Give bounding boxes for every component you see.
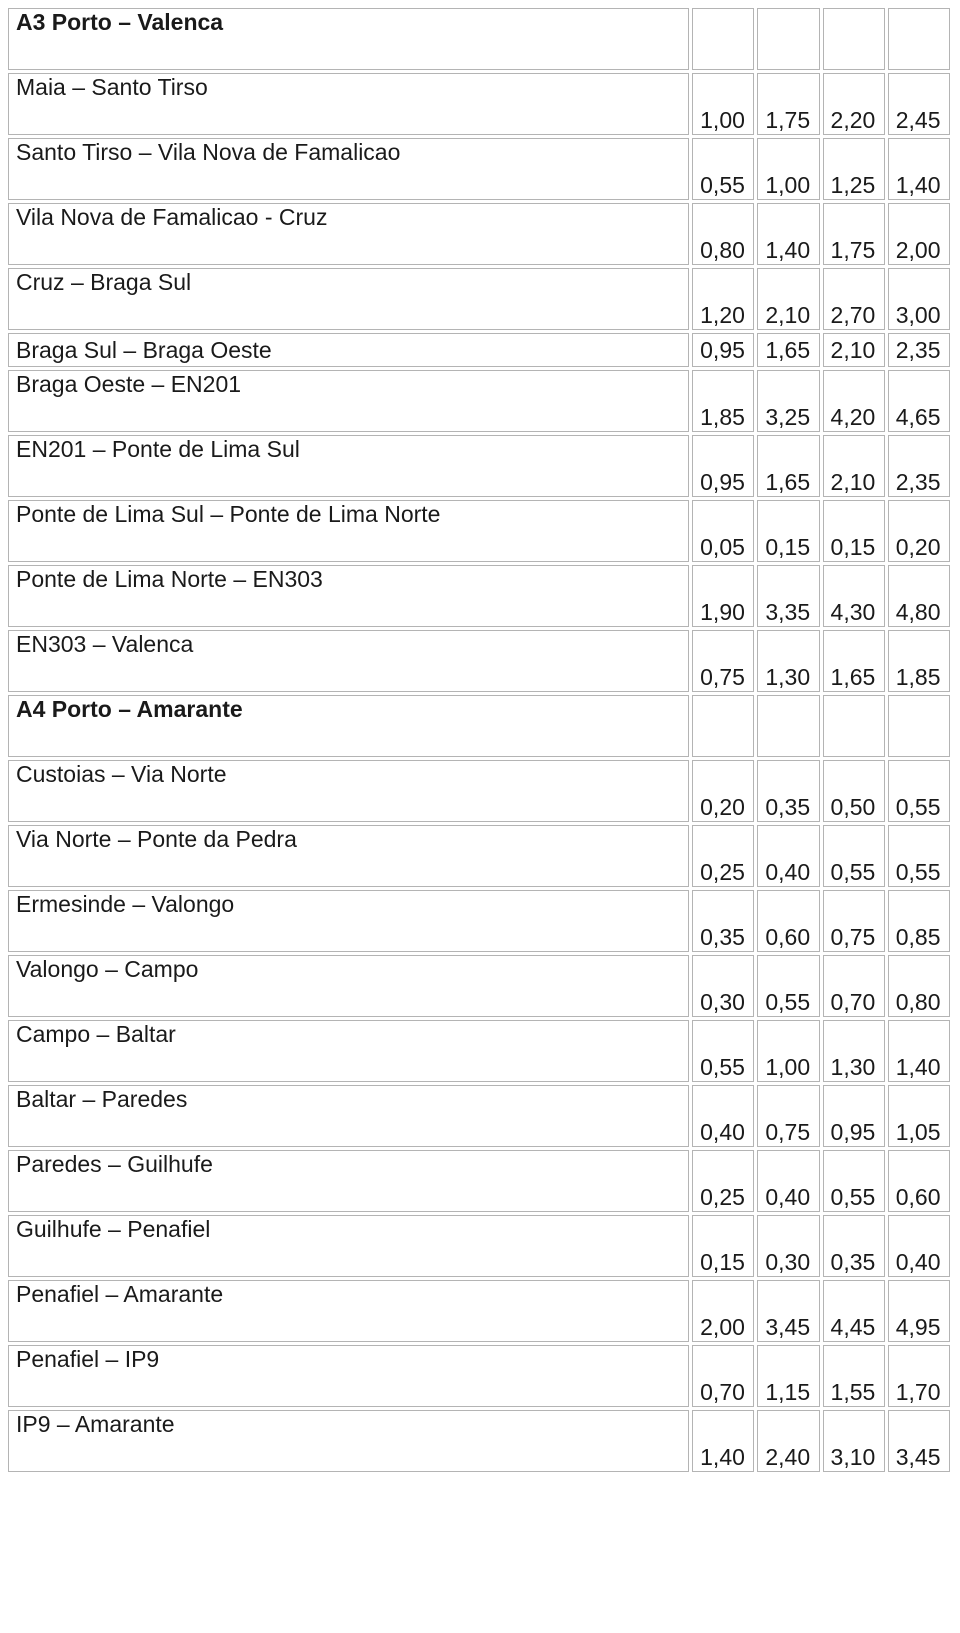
toll-value: 0,60 xyxy=(888,1150,950,1212)
toll-value: 0,15 xyxy=(823,500,885,562)
empty-cell xyxy=(823,8,885,70)
toll-value: 0,35 xyxy=(823,1215,885,1277)
toll-value: 0,15 xyxy=(692,1215,754,1277)
toll-value: 0,40 xyxy=(757,1150,819,1212)
empty-cell xyxy=(823,695,885,757)
toll-value: 0,35 xyxy=(692,890,754,952)
toll-value: 4,30 xyxy=(823,565,885,627)
toll-value: 0,75 xyxy=(692,630,754,692)
toll-value: 0,55 xyxy=(888,760,950,822)
table-row xyxy=(8,760,950,822)
toll-value: 1,40 xyxy=(757,203,819,265)
table-row xyxy=(8,500,950,562)
toll-value: 1,00 xyxy=(692,73,754,135)
toll-value: 0,60 xyxy=(757,890,819,952)
empty-cell xyxy=(757,695,819,757)
section-title: A4 Porto – Amarante xyxy=(8,695,689,757)
toll-value: 1,30 xyxy=(823,1020,885,1082)
segment-name: Braga Sul – Braga Oeste xyxy=(8,333,689,367)
toll-value: 0,95 xyxy=(692,333,754,367)
toll-value: 3,10 xyxy=(823,1410,885,1472)
toll-value: 2,40 xyxy=(757,1410,819,1472)
segment-name: Ponte de Lima Sul – Ponte de Lima Norte xyxy=(8,500,689,562)
table-row xyxy=(8,955,950,1017)
segment-name: Paredes – Guilhufe xyxy=(8,1150,689,1212)
table-row xyxy=(8,1150,950,1212)
section-header-row xyxy=(8,8,950,70)
toll-value: 4,20 xyxy=(823,370,885,432)
toll-value: 2,20 xyxy=(823,73,885,135)
empty-cell xyxy=(692,8,754,70)
segment-name: Valongo – Campo xyxy=(8,955,689,1017)
toll-value: 1,55 xyxy=(823,1345,885,1407)
segment-name: Baltar – Paredes xyxy=(8,1085,689,1147)
toll-value: 0,55 xyxy=(692,138,754,200)
empty-cell xyxy=(888,695,950,757)
toll-value: 0,70 xyxy=(823,955,885,1017)
toll-value: 1,05 xyxy=(888,1085,950,1147)
toll-value: 1,00 xyxy=(757,138,819,200)
toll-value: 0,55 xyxy=(888,825,950,887)
toll-value: 0,80 xyxy=(692,203,754,265)
empty-cell xyxy=(692,695,754,757)
toll-value: 2,70 xyxy=(823,268,885,330)
table-row xyxy=(8,630,950,692)
table-row xyxy=(8,1410,950,1472)
toll-value: 0,50 xyxy=(823,760,885,822)
segment-name: Vila Nova de Famalicao - Cruz xyxy=(8,203,689,265)
table-row xyxy=(8,1345,950,1407)
toll-value: 2,45 xyxy=(888,73,950,135)
toll-value: 1,65 xyxy=(757,435,819,497)
segment-name: Custoias – Via Norte xyxy=(8,760,689,822)
toll-value: 2,00 xyxy=(692,1280,754,1342)
toll-value: 3,35 xyxy=(757,565,819,627)
table-row xyxy=(8,73,950,135)
segment-name: Cruz – Braga Sul xyxy=(8,268,689,330)
toll-value: 1,30 xyxy=(757,630,819,692)
toll-value: 1,00 xyxy=(757,1020,819,1082)
toll-value: 0,15 xyxy=(757,500,819,562)
empty-cell xyxy=(888,8,950,70)
table-row xyxy=(8,138,950,200)
toll-value: 0,55 xyxy=(823,1150,885,1212)
toll-value: 1,20 xyxy=(692,268,754,330)
toll-value: 0,55 xyxy=(823,825,885,887)
toll-value: 1,40 xyxy=(888,138,950,200)
table-row xyxy=(8,203,950,265)
toll-value: 1,70 xyxy=(888,1345,950,1407)
toll-value: 0,30 xyxy=(757,1215,819,1277)
toll-value: 4,45 xyxy=(823,1280,885,1342)
segment-name: Santo Tirso – Vila Nova de Famalicao xyxy=(8,138,689,200)
segment-name: EN201 – Ponte de Lima Sul xyxy=(8,435,689,497)
toll-value: 0,40 xyxy=(692,1085,754,1147)
toll-value: 0,30 xyxy=(692,955,754,1017)
toll-value: 2,35 xyxy=(888,333,950,367)
toll-value: 2,10 xyxy=(823,333,885,367)
toll-value: 0,35 xyxy=(757,760,819,822)
segment-name: Campo – Baltar xyxy=(8,1020,689,1082)
toll-value: 3,00 xyxy=(888,268,950,330)
toll-value: 0,40 xyxy=(888,1215,950,1277)
table-row xyxy=(8,1020,950,1082)
table-row xyxy=(8,565,950,627)
toll-value: 0,75 xyxy=(823,890,885,952)
empty-cell xyxy=(757,8,819,70)
toll-value: 4,80 xyxy=(888,565,950,627)
toll-value: 1,65 xyxy=(757,333,819,367)
toll-table xyxy=(5,5,953,1475)
toll-value: 1,90 xyxy=(692,565,754,627)
segment-name: Guilhufe – Penafiel xyxy=(8,1215,689,1277)
table-row xyxy=(8,890,950,952)
toll-value: 0,20 xyxy=(692,760,754,822)
table-row xyxy=(8,268,950,330)
toll-value: 0,80 xyxy=(888,955,950,1017)
toll-value: 0,70 xyxy=(692,1345,754,1407)
toll-value: 4,65 xyxy=(888,370,950,432)
segment-name: Ermesinde – Valongo xyxy=(8,890,689,952)
section-header-row xyxy=(8,695,950,757)
toll-value: 1,75 xyxy=(757,73,819,135)
section-title: A3 Porto – Valenca xyxy=(8,8,689,70)
toll-value: 2,00 xyxy=(888,203,950,265)
segment-name: Ponte de Lima Norte – EN303 xyxy=(8,565,689,627)
toll-value: 1,15 xyxy=(757,1345,819,1407)
toll-value: 2,35 xyxy=(888,435,950,497)
segment-name: Braga Oeste – EN201 xyxy=(8,370,689,432)
segment-name: Maia – Santo Tirso xyxy=(8,73,689,135)
toll-value: 0,95 xyxy=(823,1085,885,1147)
toll-table-body xyxy=(8,8,950,1472)
table-row xyxy=(8,1215,950,1277)
table-row xyxy=(8,333,950,367)
toll-value: 0,25 xyxy=(692,825,754,887)
toll-value: 1,85 xyxy=(692,370,754,432)
segment-name: IP9 – Amarante xyxy=(8,1410,689,1472)
toll-value: 0,05 xyxy=(692,500,754,562)
toll-value: 0,40 xyxy=(757,825,819,887)
toll-value: 0,20 xyxy=(888,500,950,562)
toll-value: 2,10 xyxy=(757,268,819,330)
table-row xyxy=(8,370,950,432)
toll-value: 1,85 xyxy=(888,630,950,692)
toll-value: 1,65 xyxy=(823,630,885,692)
toll-value: 2,10 xyxy=(823,435,885,497)
table-row xyxy=(8,1280,950,1342)
segment-name: Penafiel – IP9 xyxy=(8,1345,689,1407)
toll-value: 1,40 xyxy=(692,1410,754,1472)
segment-name: Penafiel – Amarante xyxy=(8,1280,689,1342)
toll-value: 1,25 xyxy=(823,138,885,200)
toll-value: 0,25 xyxy=(692,1150,754,1212)
toll-value: 1,75 xyxy=(823,203,885,265)
toll-value: 3,45 xyxy=(757,1280,819,1342)
toll-value: 1,40 xyxy=(888,1020,950,1082)
table-row xyxy=(8,1085,950,1147)
toll-value: 0,75 xyxy=(757,1085,819,1147)
table-row xyxy=(8,435,950,497)
toll-value: 0,55 xyxy=(692,1020,754,1082)
toll-value: 4,95 xyxy=(888,1280,950,1342)
segment-name: EN303 – Valenca xyxy=(8,630,689,692)
segment-name: Via Norte – Ponte da Pedra xyxy=(8,825,689,887)
toll-value: 0,85 xyxy=(888,890,950,952)
toll-value: 3,45 xyxy=(888,1410,950,1472)
toll-value: 3,25 xyxy=(757,370,819,432)
toll-value: 0,95 xyxy=(692,435,754,497)
table-row xyxy=(8,825,950,887)
toll-value: 0,55 xyxy=(757,955,819,1017)
